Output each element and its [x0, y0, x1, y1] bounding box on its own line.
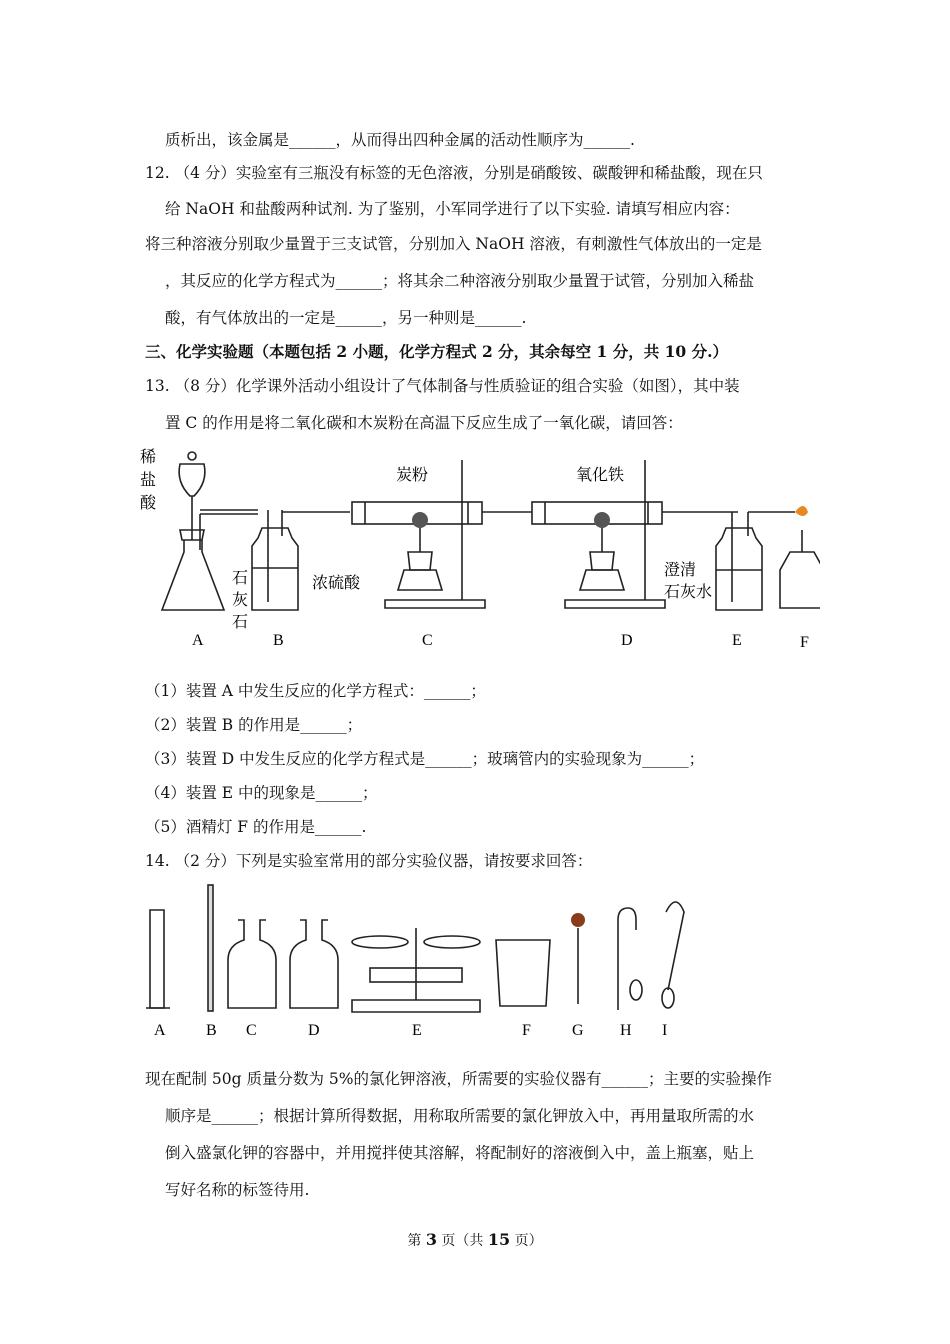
balance-pan-right [424, 936, 480, 948]
q12-line1: 12. （4 分）实验室有三瓶没有标签的无色溶液，分别是硝酸铵、碳酸钾和稀盐酸，现在只 [145, 164, 763, 182]
instr-label-e: E [412, 1022, 422, 1039]
label-e: E [732, 632, 742, 649]
q12-line2: 给 NaOH 和盐酸两种试剂. 为了鉴别，小军同学进行了以下实验. 请填写相应内容： [165, 200, 740, 218]
q12-line5: 酸，有气体放出的一定是______，另一种则是______. [165, 309, 527, 327]
funnel-stopper [188, 452, 196, 460]
label-h2so4: 浓硫酸 [312, 575, 361, 592]
instr-label-i: I [662, 1022, 668, 1039]
reagent-bottle-c [228, 920, 276, 1008]
q14-line1: 14. （2 分）下列是实验室常用的部分实验仪器，请按要求回答： [145, 852, 593, 870]
instr-label-c: C [246, 1022, 257, 1039]
label-a: A [192, 632, 204, 649]
carbon-powder [412, 512, 428, 528]
flame-icon [795, 506, 808, 516]
label-limewater-2: 石灰水 [664, 584, 713, 601]
iron-oxide-powder [594, 512, 610, 528]
dropper-bulb [571, 913, 585, 927]
combustion-spoon-i [666, 902, 684, 990]
beaker [496, 940, 550, 1006]
washing-bottle-b [252, 528, 298, 610]
label-limestone-2: 灰 [232, 592, 249, 609]
q11-tail: 质析出，该金属是______，从而得出四种金属的活动性顺序为______. [165, 131, 635, 149]
label-acid-2: 盐 [140, 472, 157, 489]
label-c: C [422, 632, 433, 649]
instr-label-a: A [154, 1022, 166, 1039]
page-number: 3 [425, 1230, 437, 1249]
washing-bottle-e [716, 528, 762, 610]
q12-line3: 将三种溶液分别取少量置于三支试管，分别加入 NaOH 溶液，有刺激性气体放出的一定是 [145, 235, 762, 253]
graduated-cylinder [150, 910, 164, 1008]
instr-label-g: G [572, 1022, 584, 1039]
label-acid-3: 酸 [140, 495, 157, 512]
footer-mid: 页（共 [436, 1233, 488, 1249]
q12-line4: ，其反应的化学方程式为______；将其余二种溶液分别取少量置于试管，分别加入稀盐 [165, 272, 755, 290]
q14-para4: 写好名称的标签待用. [165, 1181, 310, 1199]
section-heading: 三、化学实验题（本题包括 2 小题，化学方程式 2 分，其余每空 1 分，共 10 分.） [145, 342, 728, 361]
q13-line1: 13. （8 分）化学课外活动小组设计了气体制备与性质验证的组合实验（如图），其中装 [145, 377, 740, 395]
footer-post: 页） [510, 1233, 543, 1249]
footer-pre: 第 [407, 1233, 426, 1249]
instr-label-h: H [620, 1022, 632, 1039]
q13-sub1: （1）装置 A 中发生反应的化学方程式：______； [145, 682, 486, 700]
erlenmeyer-flask [162, 540, 224, 610]
q14-para2: 顺序是______；根据计算所得数据，用称取所需要的氯化钾放入中，再用量取所需的水 [165, 1107, 755, 1125]
reagent-bottle-d [290, 920, 338, 1008]
apparatus-figure [140, 440, 820, 655]
label-carbon: 炭粉 [396, 467, 429, 484]
q14-para3: 倒入盛氯化钾的容器中，并用搅拌使其溶解，将配制好的溶液倒入中，盖上瓶塞，贴上 [165, 1144, 755, 1162]
q14-para1: 现在配制 50g 质量分数为 5%的氯化钾溶液，所需要的实验仪器有______；主要的实验操作 [145, 1070, 773, 1088]
balance-base [352, 1000, 480, 1012]
label-acid-1: 稀 [140, 449, 157, 466]
label-fe2o3: 氧化铁 [576, 467, 625, 484]
instr-label-b: B [206, 1022, 217, 1039]
alcohol-lamp-f [780, 552, 820, 608]
label-f: F [800, 634, 809, 651]
instruments-figure [140, 880, 700, 1045]
q13-line2: 置 C 的作用是将二氧化碳和木炭粉在高温下反应生成了一氧化碳，请回答： [165, 414, 683, 432]
q13-sub4: （4）装置 E 中的现象是______； [145, 784, 378, 802]
q13-sub5: （5）酒精灯 F 的作用是______. [145, 818, 367, 836]
q13-sub3: （3）装置 D 中发生反应的化学方程式是______；玻璃管内的实验现象为______； [145, 750, 705, 768]
glass-rod [208, 885, 213, 1011]
instr-label-d: D [308, 1022, 320, 1039]
label-limestone-1: 石 [232, 570, 249, 587]
label-limewater-1: 澄清 [664, 562, 697, 579]
page-footer [0, 1230, 950, 1250]
medicine-spoon-h [618, 908, 636, 1010]
label-d: D [621, 632, 633, 649]
separatory-funnel [179, 464, 205, 496]
balance-pan-left [352, 936, 408, 948]
page-total: 15 [487, 1230, 511, 1249]
instr-label-f: F [522, 1022, 531, 1039]
q13-sub2: （2）装置 B 的作用是______； [145, 716, 363, 734]
label-limestone-3: 石 [232, 614, 249, 631]
label-b: B [273, 632, 284, 649]
